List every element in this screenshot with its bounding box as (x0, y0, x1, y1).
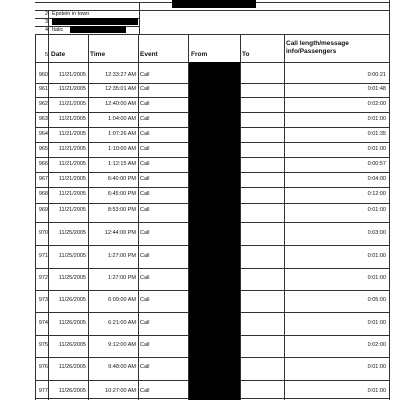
redaction-from-to (188, 62, 240, 400)
cell-call-length: 0:05:00 (367, 297, 386, 303)
cell-call-length: 0:01:00 (367, 116, 386, 122)
cell-call-length: 0:01:35 (367, 131, 386, 137)
column-divider (188, 34, 189, 400)
header-row-number: 3 (44, 19, 48, 25)
cell-date: 11/21/2005 (58, 146, 86, 152)
cell-time: 1:27:00 PM (107, 253, 136, 259)
cell-time: 12:40:00 AM (105, 101, 136, 107)
cell-call-length: 0:01:48 (367, 86, 386, 92)
redaction-header-row-4 (70, 26, 126, 33)
cell-time: 12:35:01 AM (105, 86, 136, 92)
cell-time: 9:12:00 AM (108, 342, 136, 348)
column-header-date: Date (51, 51, 66, 58)
cell-event: Call (140, 72, 150, 78)
cell-event: Call (140, 101, 150, 107)
cell-date: 11/21/2005 (58, 101, 86, 107)
cell-date: 11/21/2005 (58, 72, 86, 78)
row-number: 974 (38, 320, 48, 326)
cell-time: 12:44:00 PM (104, 230, 136, 236)
cell-event: Call (140, 131, 150, 137)
cell-call-length: 0:03:00 (367, 230, 386, 236)
row-number: 972 (38, 275, 48, 281)
cell-call-length: 0:00:57 (367, 161, 386, 167)
cell-event: Call (140, 176, 150, 182)
row-number: 975 (38, 342, 48, 348)
row-number: 969 (38, 207, 48, 213)
cell-time: 12:33:27 AM (105, 72, 136, 78)
row-number: 963 (38, 116, 48, 122)
cell-event: Call (140, 116, 150, 122)
cell-event: Call (140, 230, 150, 236)
cell-time: 8:53:00 PM (107, 207, 136, 213)
cell-event: Call (140, 207, 150, 213)
column-divider (88, 34, 89, 400)
column-header-event: Event (140, 51, 158, 58)
cell-time: 6:40:00 PM (107, 176, 136, 182)
row-number: 971 (38, 253, 48, 259)
column-header-from: From (191, 51, 208, 58)
cell-date: 11/21/2005 (58, 161, 86, 167)
cell-date: 11/26/2005 (58, 297, 86, 303)
cell-date: 11/26/2005 (58, 388, 86, 394)
cell-date: 11/21/2005 (58, 207, 86, 213)
cell-call-length: 0:01:00 (367, 364, 386, 370)
cell-event: Call (140, 388, 150, 394)
cell-time: 1:04:00 AM (108, 116, 136, 122)
cell-call-length: 0:01:00 (367, 253, 386, 259)
cell-time: 1:10:00 AM (108, 146, 136, 152)
cell-call-length: 0:01:00 (367, 275, 386, 281)
row-number: 964 (38, 131, 48, 137)
cell-call-length: 0:12:00 (367, 191, 386, 197)
row-number: 977 (38, 388, 48, 394)
cell-time: 1:27:00 PM (107, 275, 136, 281)
column-divider (35, 34, 36, 400)
header-row-number: 5 (44, 52, 48, 58)
cell-call-length: 0:01:00 (367, 207, 386, 213)
cell-time: 1:12:15 AM (108, 161, 136, 167)
cell-event: Call (140, 275, 150, 281)
row-number: 973 (38, 297, 48, 303)
cell-time: 10:27:00 AM (105, 388, 136, 394)
cell-call-length: 0:01:00 (367, 146, 386, 152)
row-number: 966 (38, 161, 48, 167)
column-divider (240, 34, 241, 400)
cell-date: 11/21/2005 (58, 131, 86, 137)
cell-date: 11/25/2005 (58, 230, 86, 236)
cell-date: 11/25/2005 (58, 253, 86, 259)
cell-date: 11/26/2005 (58, 320, 86, 326)
cell-call-length: 0:01:00 (367, 388, 386, 394)
row-number: 960 (38, 72, 48, 78)
cell-call-length: 0:00:21 (367, 72, 386, 78)
cell-call-length: 0:01:00 (367, 320, 386, 326)
header-divider (48, 10, 49, 34)
cell-event: Call (140, 146, 150, 152)
cell-time: 9:48:00 AM (108, 364, 136, 370)
header-row-number: 4 (44, 27, 48, 33)
cell-call-length: 0:04:00 (367, 176, 386, 182)
column-divider (48, 34, 49, 400)
column-header-call-length: Call length/message info/Passengers (286, 40, 349, 55)
cell-event: Call (140, 86, 150, 92)
cell-date: 11/25/2005 (58, 275, 86, 281)
cell-event: Call (140, 297, 150, 303)
cell-date: 11/21/2005 (58, 86, 86, 92)
cell-date: 11/26/2005 (58, 342, 86, 348)
cell-call-length: 0:02:00 (367, 342, 386, 348)
row-number: 965 (38, 146, 48, 152)
cell-call-length: 0:02:00 (367, 101, 386, 107)
column-divider (138, 34, 139, 400)
cell-time: 6:09:00 AM (108, 297, 136, 303)
cell-date: 11/21/2005 (58, 191, 86, 197)
cell-event: Call (140, 253, 150, 259)
row-number: 968 (38, 191, 48, 197)
cell-event: Call (140, 161, 150, 167)
column-header-to: To (242, 51, 250, 58)
cell-date: 11/21/2005 (58, 176, 86, 182)
cell-time: 6:21:00 AM (108, 320, 136, 326)
row-number: 961 (38, 86, 48, 92)
header-row-number: 2 (44, 11, 48, 17)
cell-time: 6:45:00 PM (107, 191, 136, 197)
cell-time: 1:07:26 AM (108, 131, 136, 137)
cell-event: Call (140, 320, 150, 326)
redaction-header-row-3 (52, 18, 138, 25)
header-row-2 (35, 10, 140, 18)
column-divider (284, 34, 285, 400)
redaction-top (172, 0, 256, 8)
row-number: 976 (38, 364, 48, 370)
column-header-time: Time (90, 51, 106, 58)
cell-date: 11/26/2005 (58, 364, 86, 370)
cell-event: Call (140, 342, 150, 348)
header-row-value: Epstein in town (52, 11, 90, 17)
column-divider (389, 0, 390, 400)
header-row-value: Italic (52, 27, 64, 33)
row-number: 967 (38, 176, 48, 182)
header-divider (139, 2, 140, 34)
row-number: 970 (38, 230, 48, 236)
cell-event: Call (140, 191, 150, 197)
row-number: 962 (38, 101, 48, 107)
cell-event: Call (140, 364, 150, 370)
cell-date: 11/21/2005 (58, 116, 86, 122)
